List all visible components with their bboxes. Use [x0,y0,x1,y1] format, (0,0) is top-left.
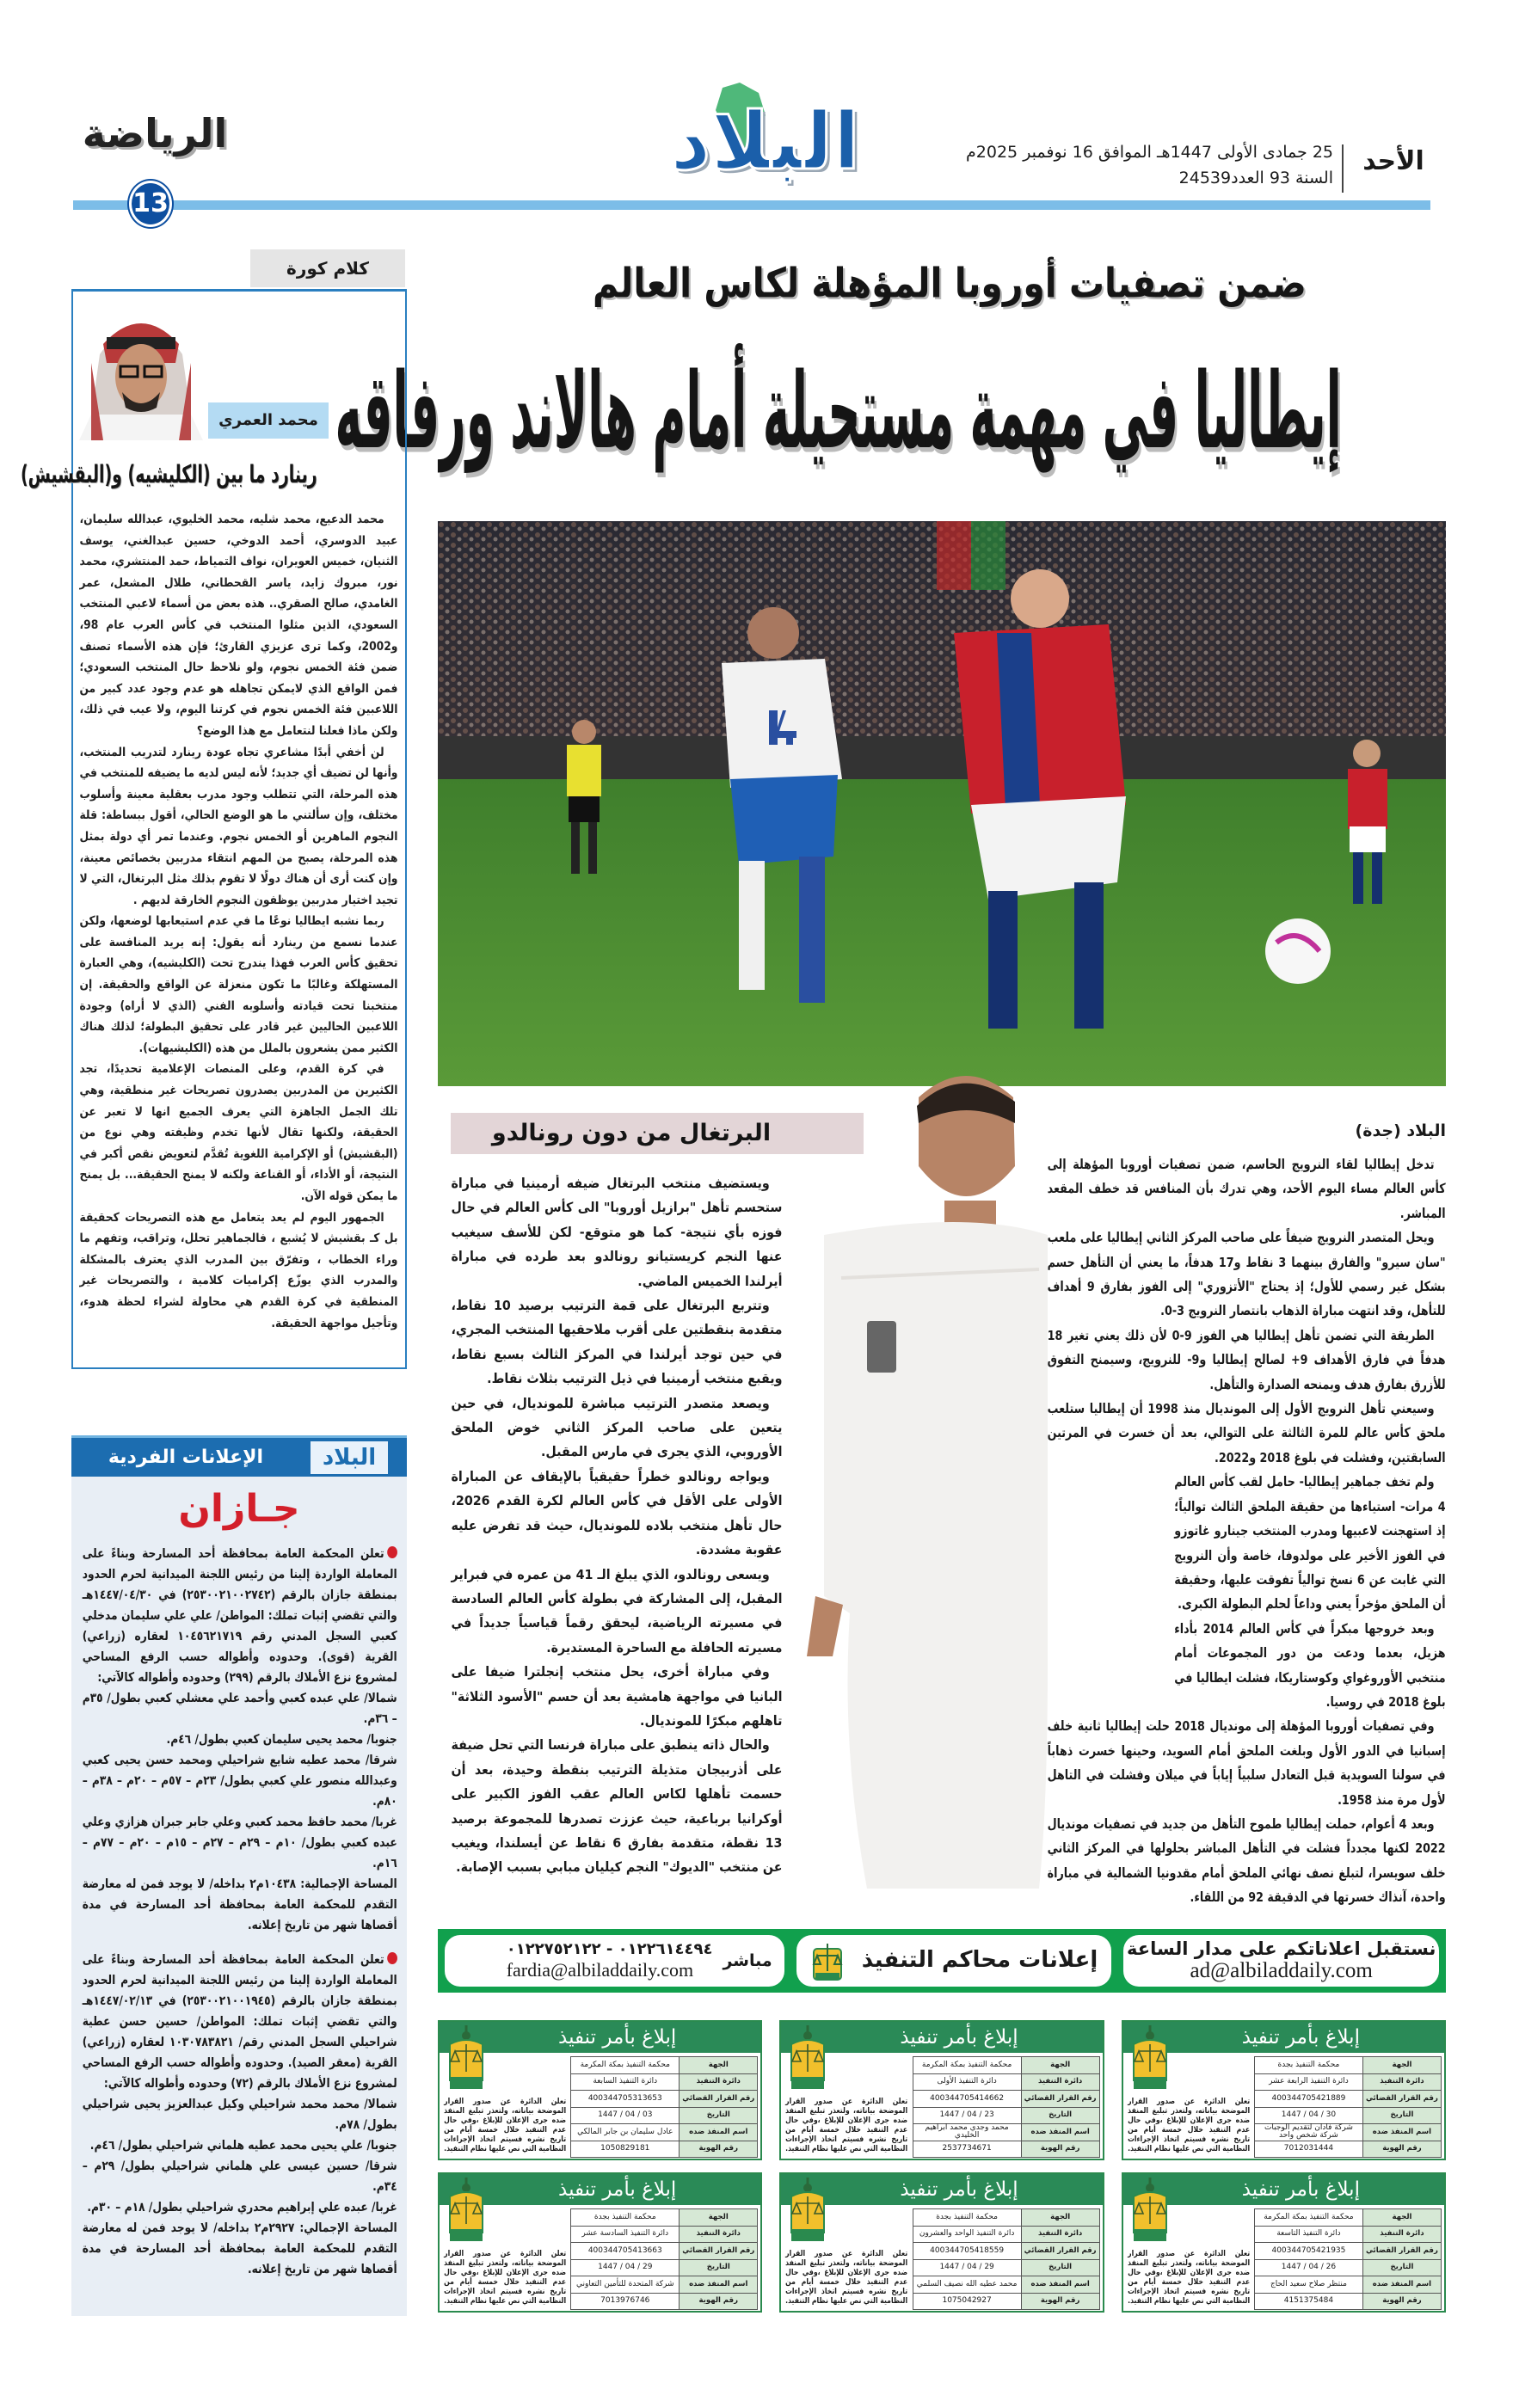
card-row [571,2226,758,2243]
field-label: رقم الهوية [1021,2141,1099,2158]
card-row [1255,2073,1442,2091]
notice-text: شرقا/ حسين عيسى علي هلماني شراحيلي بطول/ ٢٩م – ٣٤م. [82,2159,397,2194]
card-row [1255,2057,1442,2074]
date-divider [1342,144,1344,193]
field-value: 400344705414662 [913,2091,1021,2108]
card-row [571,2057,758,2074]
card-row [1255,2226,1442,2243]
notice-text: المساحة الإجمالي: ٢٩٢٧م٢ بداخله/ لا يوجد فمن له معارضة التقدم للمحكمة العامة بمحافظة أحد المسارحة في مدة أقصاها شهر من تاريخ إعلانه. [82,2221,397,2276]
paragraph: ولم تخف جماهير إيطاليا- حامل لقب كأس العالم 4 مرات- استياءها من حقيقة الملحق الثالث توالياً؛ إذ استهجنت لاعبيها ومدرب المنتخب جينارو غاتوزو في الفوز الأخير على مولدوفا، خاصة وأن النرويج التي غابت عن 6 نسخ توالياً تفوقت عليها، وحقيقة أن الملحق مؤخراً يعني وداعاً لحلم البطولة الكبرى. [1174,1474,1446,1612]
card-row [913,2107,1099,2124]
enforcement-notice-card [438,2172,762,2313]
card-row [571,2124,758,2141]
field-label: اسم المنفذ ضده [1362,2276,1441,2294]
card-row [913,2209,1099,2227]
notice-text: تعلن المحكمة العامة بمحافظة أحد المسارحة وبناءً على المعاملة الواردة إلينا من رئيس اللجنة الميدانية لحرم الحدود بمنطقة جازان بالرقم (٢٥٣٠٠٢١٠٠١٩٤٥) في ١٤٤٧/٠٢/١٣هـ والتي تقضي إثبات تملك: المواطن/ حسين حسن عطية شراحيلي السجل المدني رقم/ ١٠٣٠٧٨٣٨٢١ لعقاره (زراعي) القرية (معقر الصيد). وحدوده وأطواله حسب الرفع المساحي لمشروع نزع الأملاك بالرقم (٧٢) وحدوده وأطواله كالآتي: [82,1952,397,2091]
story-headline [335,348,1445,477]
card-row [571,2091,758,2108]
field-value: 400344705418559 [913,2243,1021,2260]
field-value: 400344705313653 [571,2091,680,2108]
field-label: رقم القرار القضائي [1021,2243,1099,2260]
card-body-text: تعلن الدائرة عن صدور القرار الموضحة بياناته، ولتعذر تبليغ المنفذ ضده جرى الإعلان للإبلاغ ،وفي حال عدم التنفيذ خلال خمسة أيام من تاريخ نشره فسيتم اتخاذ الإجراءات النظامية التي نص عليها نظام التنفيذ. [1127,2250,1250,2306]
notice-line [83,1950,397,2094]
field-label: رقم الهوية [680,2141,758,2158]
field-label: اسم المنفذ ضده [680,2124,758,2141]
card-row [913,2259,1099,2276]
field-value: 7012031444 [1255,2141,1363,2158]
field-label: رقم الهوية [1362,2141,1441,2158]
direct-email-link[interactable]: fardia@albiladdaily.com [506,1958,694,1981]
column-body [79,509,397,1334]
card-row [1255,2124,1442,2141]
paragraph: محمد الدعيع، محمد شليه، محمد الخليوي، عبدالله سليمان، عبيد الدوسري، أحمد الدوخي، حسين عبدالغني، يوسف الثنيان، خميس العويران، نواف التمياط، حمد المنتشري، محمد نور، مبروك زايد، ياسر القحطاني، طلال المشعل، عمر الغامدي، صالح الصقري.. هذه بعض من أسماء لاعبي المنتخب السعودي، الذين مثلوا المنتخب في كأس العرب عام 98، و2002، وكما ترى عزيزي القارئ؛ فإن هذه الأسماء تصنف ضمن فئة الخمس نجوم، ولو نلاحظ حال المنتخب السعودي؛ فمن الواقع الذي لايمكن تجاهله هو عدم وجود عدد كبير من اللاعبين فئة الخمس نجوم في كرتنا اليوم، ولا عيب في ذلك، ولكن ماذا فعلنا لنتعامل مع هذا الوضع؟ [78,513,397,738]
enforcement-notice-card [438,2020,762,2160]
paragraph: ويسعى رونالدو، الذي يبلغ الـ 41 من عمره في فبراير المقبل، إلى المشاركة في بطولة كأس العالم السادسة في مسيرته الرياضية، ليحقق رقماً قياسياً جديداً في مسيرته الحافلة مع الساحرة المستديرة. [450,1566,782,1656]
issue-date: 25 جمادى الأولى 1447هـ الموافق 16 نوفمبر 2025م [966,143,1333,162]
field-value: دائرة التنفيذ السادسة عشر [571,2226,680,2243]
field-value: محكمة التنفيذ بجدة [571,2209,680,2227]
headline-text: إيطاليا في مهمة مستحيلة أمام هالاند ورفاقه [335,352,1342,474]
paragraph: ويستضيف منتخب البرتغال ضيفه أرمينيا في مباراة ستحسم تأهل "برازيل أوروبا" الى كأس العالم في حال فوزه بأي نتيجة- كما هو متوقع- لكن للأسف سيغيب عنها النجم كريستيانو رونالدو بعد طرده في مباراة أيرلندا الخميس الماضي. [450,1176,782,1289]
ministry-of-justice-logo-icon [788,2024,827,2092]
notice-line [83,2094,397,2135]
field-label: اسم المنفذ ضده [1021,2276,1099,2294]
field-value: محكمة التنفيذ بمكة المكرمة [571,2057,680,2074]
field-value: 29 / 04 / 1447 [571,2259,680,2276]
field-value: دائرة التنفيذ التاسعة [1255,2226,1363,2243]
field-label: اسم المنفذ ضده [680,2276,758,2294]
classifieds-region: جـازان [178,1487,300,1531]
enforcement-notice-card [779,2172,1104,2313]
notice-line [83,2135,397,2156]
ads-email-link[interactable]: ad@albiladdaily.com [1190,1959,1373,1982]
side-story-headline: البرتغال من دون رونالدو [491,1120,772,1146]
field-label: الجهة [680,2057,758,2074]
field-value: محمد وجدي محمد ابراهيم الخليدي [913,2124,1021,2141]
card-row [1255,2141,1442,2158]
card-row [913,2124,1099,2141]
card-row [913,2057,1099,2074]
card-title: إبلاغ بأمر تنفيذ [440,2174,760,2205]
card-title: إبلاغ بأمر تنفيذ [440,2022,760,2053]
justice-scales-icon [812,1940,843,1981]
field-label: اسم المنفذ ضده [1362,2124,1441,2141]
card-row [1255,2091,1442,2108]
field-label: التاريخ [680,2259,758,2276]
notice-line [83,1729,397,1750]
notice-text: شمالا/ علي عبده كعبي وأحمد علي معشلي كعبي بطول/ ٣٥م – ٣٦م. [82,1691,397,1726]
card-row [913,2276,1099,2294]
notice-text: شرقا/ محمد عطيه شايع شراحيلي ومحمد حسن يحيى كعبي وعبدالله منصور علي كعبي بطول/ ٢٣م – ٥٧م – ٢٠م – ٣٨م – ٨٠م. [82,1753,398,1809]
field-value: 1075042927 [913,2293,1021,2310]
field-value: 30 / 04 / 1447 [1255,2107,1363,2124]
header-rule [73,200,1430,210]
weekday: الأحد [1362,146,1424,176]
field-value: 1050829181 [571,2141,680,2158]
paragraph: وفي مباراة أخرى، يحل منتخب إنجلترا ضيفا على البانيا في مواجهة هامشية بعد أن حسم "الأسود الثلاثة" تاهلهم مبكرًا للمونديال. [450,1664,782,1729]
card-body-text: تعلن الدائرة عن صدور القرار الموضحة بياناته، ولتعذر تبليغ المنفذ ضده جرى الإعلان للإبلاغ ،وفي حال عدم التنفيذ خلال خمسة أيام من تاريخ نشره فسيتم اتخاذ الإجراءات النظامية التي نص عليها نظام التنفيذ. [785,2250,908,2306]
banner-direct-box [445,1935,784,1987]
banner-slogan-box [1123,1935,1439,1987]
field-value: 03 / 04 / 1447 [571,2107,680,2124]
field-value: 400344705413663 [571,2243,680,2260]
field-value: منتظر صلاح سعيد الحاج [1255,2276,1363,2294]
field-label: رقم القرار القضائي [1021,2091,1099,2108]
paragraph: ويصعد متصدر الترتيب مباشرة للمونديال، في حين يتعين على صاحب المركز الثاني خوض الملحق الأوروبي، الذي يجرى في مارس المقبل. [450,1395,782,1460]
card-row [571,2209,758,2227]
field-label: التاريخ [680,2107,758,2124]
notice-text: جنوبا/ علي يحيى محمد عطيه هلماني شراحيلي بطول/ ٤٦م. [90,2138,397,2153]
card-title: إبلاغ بأمر تنفيذ [1123,2022,1444,2053]
card-row [913,2091,1099,2108]
column-headline [21,454,372,495]
card-row [571,2259,758,2276]
field-label: دائرة التنفيذ [680,2226,758,2243]
enforcement-notice-card [779,2020,1104,2160]
enforcement-notice-card [1122,2020,1446,2160]
field-value: شركة فادان لتقديم الوجبات شركة شخص واحد [1255,2124,1363,2141]
field-label: الجهة [1021,2057,1099,2074]
notice-line [83,2156,397,2197]
card-details-table [1254,2056,1442,2158]
paragraph: الطريقة التي تضمن تأهل إيطاليا هي الفوز 9-0 لأن ذلك يعني تغير 18 هدفاً في فارق الأهداف 9+ لصالح إيطاليا و9- للنرويج، وسيمنح التفوق للأزرق بفارق هدف ويمنحه الصدارة والتأهل. [1047,1327,1446,1392]
ministry-of-justice-logo-icon [446,2176,486,2245]
field-value: دائرة التنفيذ السابعة [571,2073,680,2091]
direct-label: مباشر [723,1951,772,1970]
card-body-text: تعلن الدائرة عن صدور القرار الموضحة بياناته، ولتعذر تبليغ المنفذ ضده جرى الإعلان للإبلاغ ،وفي حال عدم التنفيذ خلال خمسة أيام من تاريخ نشره فسيتم اتخاذ الإجراءات النظامية التي نص عليها نظام التنفيذ. [1127,2098,1250,2153]
card-row [913,2226,1099,2243]
section-title: الرياضة [82,110,228,157]
column-headline-text: رينارد ما بين (الكليشيه) و(البقشيش) [21,460,318,489]
card-row [913,2243,1099,2260]
notice-text: جنوبا/ محمد يحيى سليمان كعبي بطول/ ٤٦م. [166,1732,397,1747]
card-title: إبلاغ بأمر تنفيذ [781,2174,1102,2205]
card-row [913,2141,1099,2158]
card-details-table [570,2208,758,2310]
field-label: التاريخ [1021,2107,1099,2124]
field-value: 29 / 04 / 1447 [913,2259,1021,2276]
field-label: الجهة [680,2209,758,2227]
main-story-body [1048,1152,1446,1910]
notice-text: تعلن المحكمة العامة بمحافظة أحد المسارحة وبناءً على المعاملة الواردة إلينا من رئيس اللجنة الميدانية لحرم الحدود بمنطقة جازان بالرقم (٢٥٣٠٠٢١٠٠٢٧٤٢) في ١٤٤٧/٠٤/٣٠هـ والتي تقضي إثبات تملك: المواطن/ علي علي سليمان مدخلي كعبي السجل المدني رقم ١٠٤٥٦٢١٧١٩ لعقاره (زراعي) القرية (قوى). وحدوده وأطواله حسب الرفع المساحي لمشروع نزع الأملاك بالرقم (٢٩٩) وحدوده وأطواله كالآتي: [82,1546,397,1685]
card-row [913,2293,1099,2310]
field-value: محمد عطيه الله نصيف السلمي [913,2276,1021,2294]
field-label: دائرة التنفيذ [1362,2226,1441,2243]
classifieds-header [71,1435,407,1477]
field-label: دائرة التنفيذ [1021,2073,1099,2091]
field-label: التاريخ [1021,2259,1099,2276]
ministry-of-justice-logo-icon [446,2024,486,2092]
card-row [1255,2276,1442,2294]
direct-phones[interactable]: ٠١٢٢٦١٤٤٩٤ - ٠١٢٢٧٥٢١٢٢ [506,1939,713,1958]
card-body-text: تعلن الدائرة عن صدور القرار الموضحة بياناته، ولتعذر تبليغ المنفذ ضده جرى الإعلان للإبلاغ ،وفي حال عدم التنفيذ خلال خمسة أيام من تاريخ نشره فسيتم اتخاذ الإجراءات النظامية التي نص عليها نظام التنفيذ. [785,2098,908,2153]
field-label: التاريخ [1362,2259,1441,2276]
field-label: رقم الهوية [1021,2293,1099,2310]
field-label: الجهة [1021,2209,1099,2227]
paragraph: لن أخفي أبدًا مشاعري تجاه عودة رينارد لتدريب المنتخب، وأنها لن تضيف أي جديد؛ لأنه ليس لديه ما يضيفه للمنتخب في هذه المرحلة، التي تتطلب وجود مدرب بعقلية معينة وأسلوب مختلف، وإن سألتني ما هو الوضع الحالي، أقول ببساطة: قلة النجوم الماهرين أو الخمس نجوم. وعندما تمر أي دولة بمثل هذه المرحلة، يصبح من المهم انتقاء مدربين بخصائص معينة، وإن كنت أرى أن هناك دولًا لا تقوم بذلك مثل البرتغال، التي لا تجيد اختيار مدربين يوظفون النجوم الخارقة لديهم . [78,745,397,907]
field-value: 7013976746 [571,2293,680,2310]
notice-text: شمالا/ محمد محمد شراحيلي وكيل عبدالعزيز يحيى شراحيلي بطول/ ٧٨م. [82,2097,397,2132]
field-label: اسم المنفذ ضده [1021,2124,1099,2141]
notice-line [83,1688,397,1729]
paragraph: في كرة القدم، وعلى المنصات الإعلامية تحديدًا، تجد الكثيرين من المدربين يصدرون تصريحات غير منطقية، وهي تلك الجمل الجاهزة التي يعرف الجميع انها لا تعبر عن الحقيقة، ولكنها تقال لأنها تخدم وظيفته وهي نوع من (البقشيش) أو الإكرامية اللغوية تُقدَّم لتعويض نقص أكبر في النتيجة، أو الأداء، أو القناعة ولكنه لا يمنح الحقيقة... بل يمنح ما يمكن قوله الآن. [78,1062,397,1203]
classifieds-logo: البلاد [311,1441,388,1474]
card-row [1255,2107,1442,2124]
notice-line [83,2218,397,2280]
notice-line [83,1874,397,1936]
card-row [571,2073,758,2091]
card-details-table [913,2208,1100,2310]
notice-text: غربا/ عبده علي إبراهيم محدري شراحيلي بطول/ ١٨م – ٣٠م. [87,2200,397,2214]
byline: البلاد (جدة) [1355,1121,1446,1140]
field-label: رقم القرار القضائي [680,2243,758,2260]
paragraph: الجمهور اليوم لم يعد يتعامل مع هذه التصريحات كحقيقة بل كـ بقشيش لا يُشبع ، فالجماهير تحلل، وتراقب، وتفهم ما وراء الخطاب ، وتفرّق بين المدرب الذي يعترف بالمشكلة والمدرب الذي يوزّع إكراميات كلامية ، والتصريحات غير المنطقية في كرة القدم هي محاولة لشراء لحظة هدوء، وتأجيل مواجهة الحقيقة. [78,1210,397,1330]
banner-courts-box [796,1935,1112,1987]
ads-contact-banner [438,1929,1446,1993]
field-value: محكمة التنفيذ بمكة المكرمة [1255,2209,1363,2227]
card-details-table [570,2056,758,2158]
paragraph: وسيعني تأهل النرويج الأول إلى المونديال منذ 1998 أن إيطاليا ستلعب ملحق كأس عالم للمرة الثالثة على التوالي، بعد أن خسرت في المرتين السابقتين، وفشلت في بلوغ 2018 و2022. [1047,1401,1446,1465]
card-row [571,2243,758,2260]
card-row [571,2141,758,2158]
field-value: 2537734671 [913,2141,1021,2158]
field-value: محكمة التنفيذ بجدة [913,2209,1021,2227]
field-label: دائرة التنفيذ [1362,2073,1441,2091]
card-row [1255,2259,1442,2276]
legal-notice [83,1950,397,2280]
page-number: 13 [129,181,172,227]
bullet-icon [387,1952,397,1964]
paragraph: تدخل إيطاليا لقاء النرويج الحاسم، ضمن تصفيات أوروبا المؤهلة إلى كأس العالم مساء اليوم الأحد، وهي تدرك بأن المنافس قد خطف المقعد المباشر. [1047,1157,1446,1221]
author-name: محمد العمري [208,402,329,439]
field-label: دائرة التنفيذ [1021,2226,1099,2243]
notice-line [83,2197,397,2218]
notice-line [83,1812,397,1874]
card-body-text: تعلن الدائرة عن صدور القرار الموضحة بياناته، ولتعذر تبليغ المنفذ ضده جرى الإعلان للإبلاغ ،وفي حال عدم التنفيذ خلال خمسة أيام من تاريخ نشره فسيتم اتخاذ الإجراءات النظامية التي نص عليها نظام التنفيذ. [444,2250,566,2306]
notice-text: المساحة الإجمالية: ١٠٤٣٨م٢ بداخله/ لا يوجد فمن له معارضة التقدم للمحكمة العامة بمحافظة أحد المسارحة في مدة أقصاها شهر من تاريخ إعلانه. [82,1877,397,1932]
card-title: إبلاغ بأمر تنفيذ [1123,2174,1444,2205]
paragraph: والحال ذاته ينطبق على مباراة فرنسا التي تحل ضيفة على أذربيجان متذيلة الترتيب بنقطة وحيدة، بعد أن حسمت تأهلها لكاس العالم عقب الفوز الكبير على أوكرانيا برباعية، حيث عززت تصدرها للمجموعة برصيد 13 نقطة، متقدمة بفارق 6 نقاط عن أيسلندا، ويغيب عن منتخب "الديوك" النجم كيليان مبابي بسبب الإصابة. [450,1737,782,1876]
notice-text: غربا/ محمد حافظ محمد كعبي وعلي جابر جبران هزازي وعلي عبده كعبي بطول/ ١٠م – ٢٩م – ٢٧م – ١٥م – ٢٠م – ٧٧م – ١٦م. [82,1815,397,1870]
field-value: 400344705421935 [1255,2243,1363,2260]
paragraph: وتتربع البرتغال على قمة الترتيب برصيد 10 نقاط، متقدمة بنقطتين على أقرب ملاحقيها المنتخب المجري، في حين توجد أيرلندا في المركز الثالث بسبع نقاط، ويقبع منتخب أرمينيا في ذيل الترتيب بثلاث نقاط. [450,1298,782,1387]
shirt-badge [867,1321,896,1373]
legal-notice [83,1544,397,1936]
field-label: الجهة [1362,2209,1441,2227]
paragraph: وبعد 4 أعوام، حملت إيطاليا طموح التأهل من جديد في تصفيات مونديال 2022 لكنها مجدداً فشلت في التأهل المباشر بحلولها في المركز الثاني خلف سويسرا، لتبلغ نصف نهائي الملحق أمام مقدونيا الشمالية في مباراة واحدة، آنذاك خسرتها في الدقيقة 92 من اللقاء. [1047,1815,1446,1906]
field-value: 23 / 04 / 1447 [913,2107,1021,2124]
bullet-icon [387,1546,397,1558]
paragraph: ربما نشبه ايطاليا نوعًا ما في عدم استيعابها لوضعها، ولكن عندما نسمع من رينارد أنه يقول: إنه يريد المنافسة على تحقيق كأس العرب فهذا يندرج تحت (الكليشيه)، وهي العبارة المستهلكة وغالبًا ما تكون منعزلة عن الواقع والحقيقة. إن منتخبنا تحت قيادته وأسلوبه الفني (الذي لا أراه) وجودة اللاعبين الحاليين غير قادر على تحقيق البطولة؛ لذلك هناك الكثير ممن يشعرون بالملل من هذه (الكليشيهات). [78,914,397,1055]
card-row [913,2073,1099,2091]
notice-line [83,1750,397,1812]
field-value: 26 / 04 / 1447 [1255,2259,1363,2276]
card-row [1255,2293,1442,2310]
card-title: إبلاغ بأمر تنفيذ [781,2022,1102,2053]
ball [1265,918,1331,984]
ministry-of-justice-logo-icon [1130,2024,1170,2092]
enforcement-notices-grid [438,2020,1446,2313]
field-label: رقم القرار القضائي [1362,2243,1441,2260]
field-label: التاريخ [1362,2107,1441,2124]
paragraph: وفي تصفيات أوروبا المؤهلة إلى مونديال 2018 حلت إيطاليا ثانية خلف إسبانيا في الدور الأول وبلغت الملحق أمام السويد، وحينها خسرت ذهاباً في سولنا السويدية قبل التعادل سلبياً إياباً في ميلان وفشلت في التاهل لأول مرة منذ 1958. [1047,1718,1446,1808]
enforcement-notice-card [1122,2172,1446,2313]
field-value: 4151375484 [1255,2293,1363,2310]
banner-slogan: نستقبل اعلاناتكم على مدار الساعة [1127,1938,1436,1959]
issue-number: السنة 93 العدد24539 [1178,169,1333,187]
card-row [1255,2243,1442,2260]
author-photo [74,303,208,440]
banner-courts-title: إعلانات محاكم التنفيذ [861,1947,1098,1973]
field-value: شركة المتحدة للتأمين التعاوني [571,2276,680,2294]
field-value: محكمة التنفيذ بجدة [1255,2057,1363,2074]
card-details-table [1254,2208,1442,2310]
field-label: رقم الهوية [680,2293,758,2310]
classifieds-title: الإعلانات الفردية [108,1447,264,1468]
card-body-text: تعلن الدائرة عن صدور القرار الموضحة بياناته، ولتعذر تبليغ المنفذ ضده جرى الإعلان للإبلاغ ،وفي حال عدم التنفيذ خلال خمسة أيام من تاريخ نشره فسيتم اتخاذ الإجراءات النظامية التي نص عليها نظام التنفيذ. [444,2098,566,2153]
ministry-of-justice-logo-icon [788,2176,827,2245]
match-photo [438,521,1446,1086]
ministry-of-justice-logo-icon [1130,2176,1170,2245]
field-label: رقم القرار القضائي [680,2091,758,2108]
paragraph: ويواجه رونالدو خطراً حقيقياً بالإيقاف عن المباراة الأولى على الأقل في كأس العالم لكرة القدم 2026، حال تأهل منتخب بلاده للمونديال، حيث قد تفرض عليه عقوبة مشددة. [450,1468,782,1558]
paragraph: ويحل المتصدر النرويج ضيفاً على صاحب المركز الثاني إيطاليا على ملعب "سان سيرو" والفارق بينهما 3 نقاط و17 هدفاً، ما يعني أن التأهل حسم بشكل غير رسمي للأول؛ إذ يحتاج "الأتزوري" إلى الفوز بفارق 9 أهداف للتأهل، وقد انتهت مباراة الذهاب بانتصار النرويج 3-0. [1047,1230,1446,1319]
field-value: عادل سليمان بن جابر المالكي [571,2124,680,2141]
field-label: دائرة التنفيذ [680,2073,758,2091]
field-value: دائرة التنفيذ الأولى [913,2073,1021,2091]
field-label: رقم الهوية [1362,2293,1441,2310]
card-row [571,2293,758,2310]
kicker-text: ضمن تصفيات أوروبا المؤهلة لكاس العالم [593,259,1307,307]
classifieds-body [83,1544,397,2294]
side-story-body [451,1171,782,1880]
card-row [571,2276,758,2294]
card-row [1255,2209,1442,2227]
text-wrap-spacer [1048,1470,1175,1693]
notice-line [83,1544,397,1688]
column-tab: كلام كورة [250,249,405,287]
field-label: رقم القرار القضائي [1362,2091,1441,2108]
field-label: الجهة [1362,2057,1441,2074]
field-value: محكمة التنفيذ بمكة المكرمة [913,2057,1021,2074]
field-value: 400344705421889 [1255,2091,1363,2108]
field-value: دائرة التنفيذ الواحد والعشرون [913,2226,1021,2243]
card-details-table [913,2056,1100,2158]
newspaper-logo: البلاد [654,86,860,198]
card-row [571,2107,758,2124]
paragraph: وبعد خروجها مبكراً في كأس العالم 2014 بأداء هزيل، بعدما ودعت من دور المجموعات أمام منتخبي الأوروغواي وكوستاريكا، فشلت ايطاليا في بلوغ 2018 في روسيا. [1174,1620,1446,1710]
field-value: دائرة التنفيذ الرابعة عشر [1255,2073,1363,2091]
